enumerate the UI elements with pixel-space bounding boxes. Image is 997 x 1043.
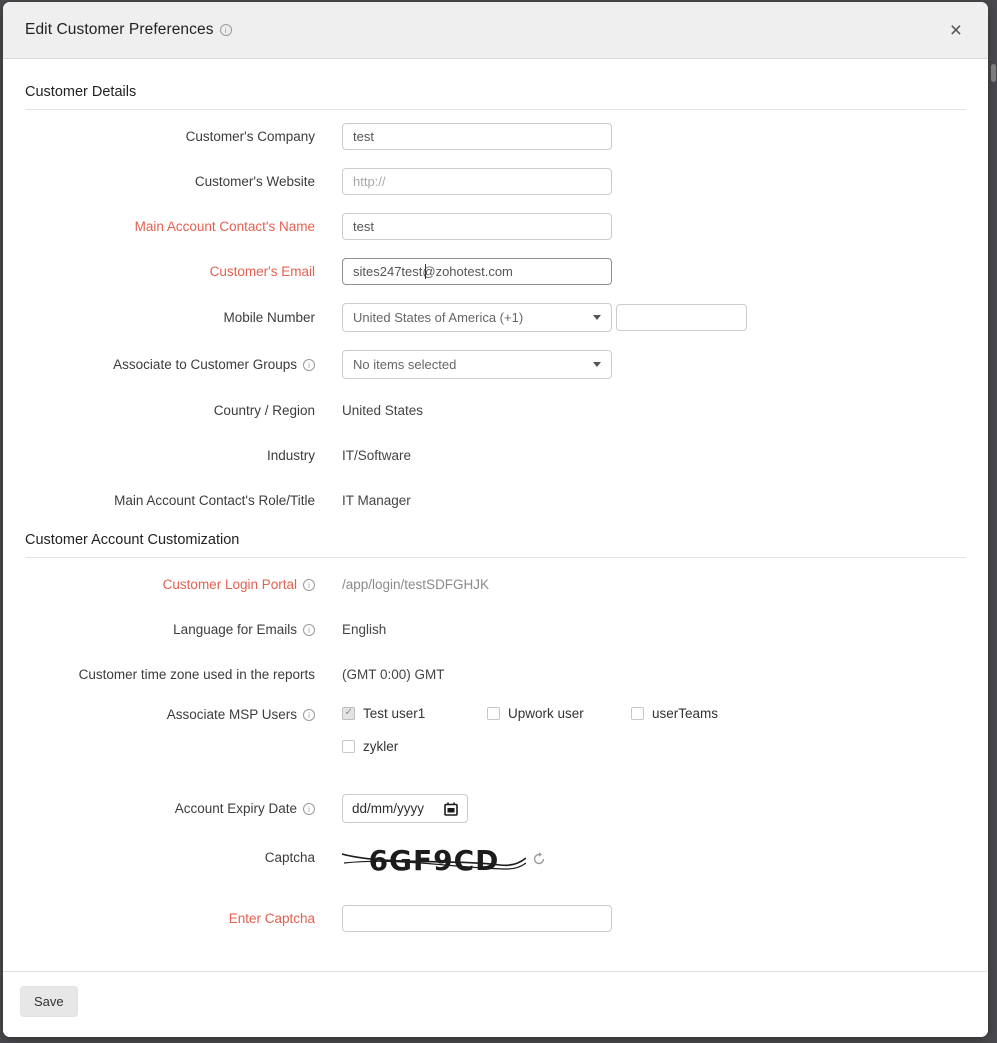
country-code-value: United States of America (+1) bbox=[353, 310, 524, 325]
chevron-down-icon bbox=[593, 315, 601, 320]
captcha-label: Captcha bbox=[264, 850, 315, 865]
info-icon[interactable]: i bbox=[303, 709, 315, 721]
checkbox-userteams[interactable]: userTeams bbox=[631, 706, 776, 721]
checkbox-unchecked-icon bbox=[631, 707, 644, 720]
modal-title: Edit Customer Preferences bbox=[25, 21, 214, 38]
page-scrollbar-thumb[interactable] bbox=[991, 64, 996, 82]
msp-users-checkbox-group bbox=[342, 706, 776, 754]
contact-name-input[interactable] bbox=[342, 213, 612, 240]
section-account-customization: Customer Account Customization bbox=[25, 532, 966, 558]
info-icon[interactable]: i bbox=[303, 624, 315, 636]
expiry-date-input[interactable]: dd/mm/yyyy bbox=[342, 794, 468, 823]
login-portal-value: /app/login/testSDFGHJK bbox=[342, 577, 490, 592]
info-icon[interactable]: i bbox=[303, 579, 315, 591]
company-label: Customer's Company bbox=[185, 129, 315, 144]
contact-name-label: Main Account Contact's Name bbox=[134, 219, 315, 234]
row-website bbox=[25, 168, 966, 195]
checkbox-unchecked-icon bbox=[487, 707, 500, 720]
close-icon[interactable]: × bbox=[946, 18, 966, 43]
customer-groups-label: Associate to Customer Groups i bbox=[25, 356, 315, 373]
modal-header bbox=[3, 2, 988, 59]
checkbox-unchecked-icon bbox=[342, 740, 355, 753]
row-customer-groups bbox=[25, 350, 966, 379]
industry-label: Industry bbox=[266, 448, 315, 463]
section-customer-details: Customer Details bbox=[25, 84, 966, 110]
captcha-image bbox=[342, 841, 546, 879]
email-input[interactable] bbox=[342, 258, 612, 285]
login-portal-label: Customer Login Portal i bbox=[25, 576, 315, 593]
info-icon[interactable]: i bbox=[303, 803, 315, 815]
country-code-select[interactable] bbox=[342, 303, 612, 332]
enter-captcha-label: Enter Captcha bbox=[228, 911, 315, 926]
modal-body bbox=[3, 84, 988, 932]
row-captcha bbox=[25, 841, 966, 879]
mobile-number-input[interactable] bbox=[616, 304, 747, 331]
modal-footer bbox=[3, 971, 988, 1037]
language-value: English bbox=[342, 622, 387, 637]
row-timezone bbox=[25, 661, 966, 688]
edit-customer-preferences-modal bbox=[3, 2, 988, 1037]
enter-captcha-input[interactable] bbox=[342, 905, 612, 932]
checkbox-checked-icon bbox=[342, 707, 355, 720]
company-input[interactable] bbox=[342, 123, 612, 150]
row-country bbox=[25, 397, 966, 424]
role-title-label: Main Account Contact's Role/Title bbox=[114, 493, 315, 508]
checkbox-test-user1[interactable]: ✓ Test user1 bbox=[342, 706, 487, 721]
row-enter-captcha bbox=[25, 905, 966, 932]
timezone-value: (GMT 0:00) GMT bbox=[342, 667, 445, 682]
captcha-text-graphic bbox=[342, 841, 526, 879]
checkbox-upwork-user[interactable]: Upwork user bbox=[487, 706, 631, 721]
role-title-value: IT Manager bbox=[342, 493, 411, 508]
industry-value: IT/Software bbox=[342, 448, 412, 463]
msp-users-label: Associate MSP Users i bbox=[25, 706, 315, 723]
row-language bbox=[25, 616, 966, 643]
text-cursor bbox=[425, 264, 426, 279]
email-label: Customer's Email bbox=[209, 264, 315, 279]
country-label: Country / Region bbox=[213, 403, 315, 418]
info-icon[interactable]: i bbox=[303, 359, 315, 371]
timezone-label: Customer time zone used in the reports bbox=[78, 667, 315, 682]
info-icon[interactable]: i bbox=[220, 24, 232, 36]
chevron-down-icon bbox=[593, 362, 601, 367]
checkbox-zykler[interactable]: zykler bbox=[342, 739, 487, 754]
refresh-captcha-icon[interactable] bbox=[532, 852, 546, 869]
row-expiry-date bbox=[25, 782, 966, 823]
website-label: Customer's Website bbox=[194, 174, 315, 189]
row-login-portal bbox=[25, 571, 966, 598]
customer-groups-value: No items selected bbox=[353, 357, 457, 372]
save-button[interactable]: Save bbox=[20, 986, 78, 1017]
row-mobile bbox=[25, 303, 966, 332]
row-msp-users bbox=[25, 706, 966, 764]
language-label: Language for Emails i bbox=[25, 621, 315, 638]
mobile-label: Mobile Number bbox=[223, 310, 315, 325]
row-role-title bbox=[25, 487, 966, 514]
country-value: United States bbox=[342, 403, 424, 418]
calendar-icon[interactable] bbox=[444, 802, 458, 816]
row-company bbox=[25, 123, 966, 150]
row-contact-name bbox=[25, 213, 966, 240]
svg-text:6GF9CD: 6GF9CD bbox=[368, 844, 500, 877]
customer-groups-select[interactable] bbox=[342, 350, 612, 379]
website-input[interactable] bbox=[342, 168, 612, 195]
row-industry bbox=[25, 442, 966, 469]
row-email bbox=[25, 258, 966, 285]
expiry-date-label: Account Expiry Date i bbox=[25, 782, 315, 817]
